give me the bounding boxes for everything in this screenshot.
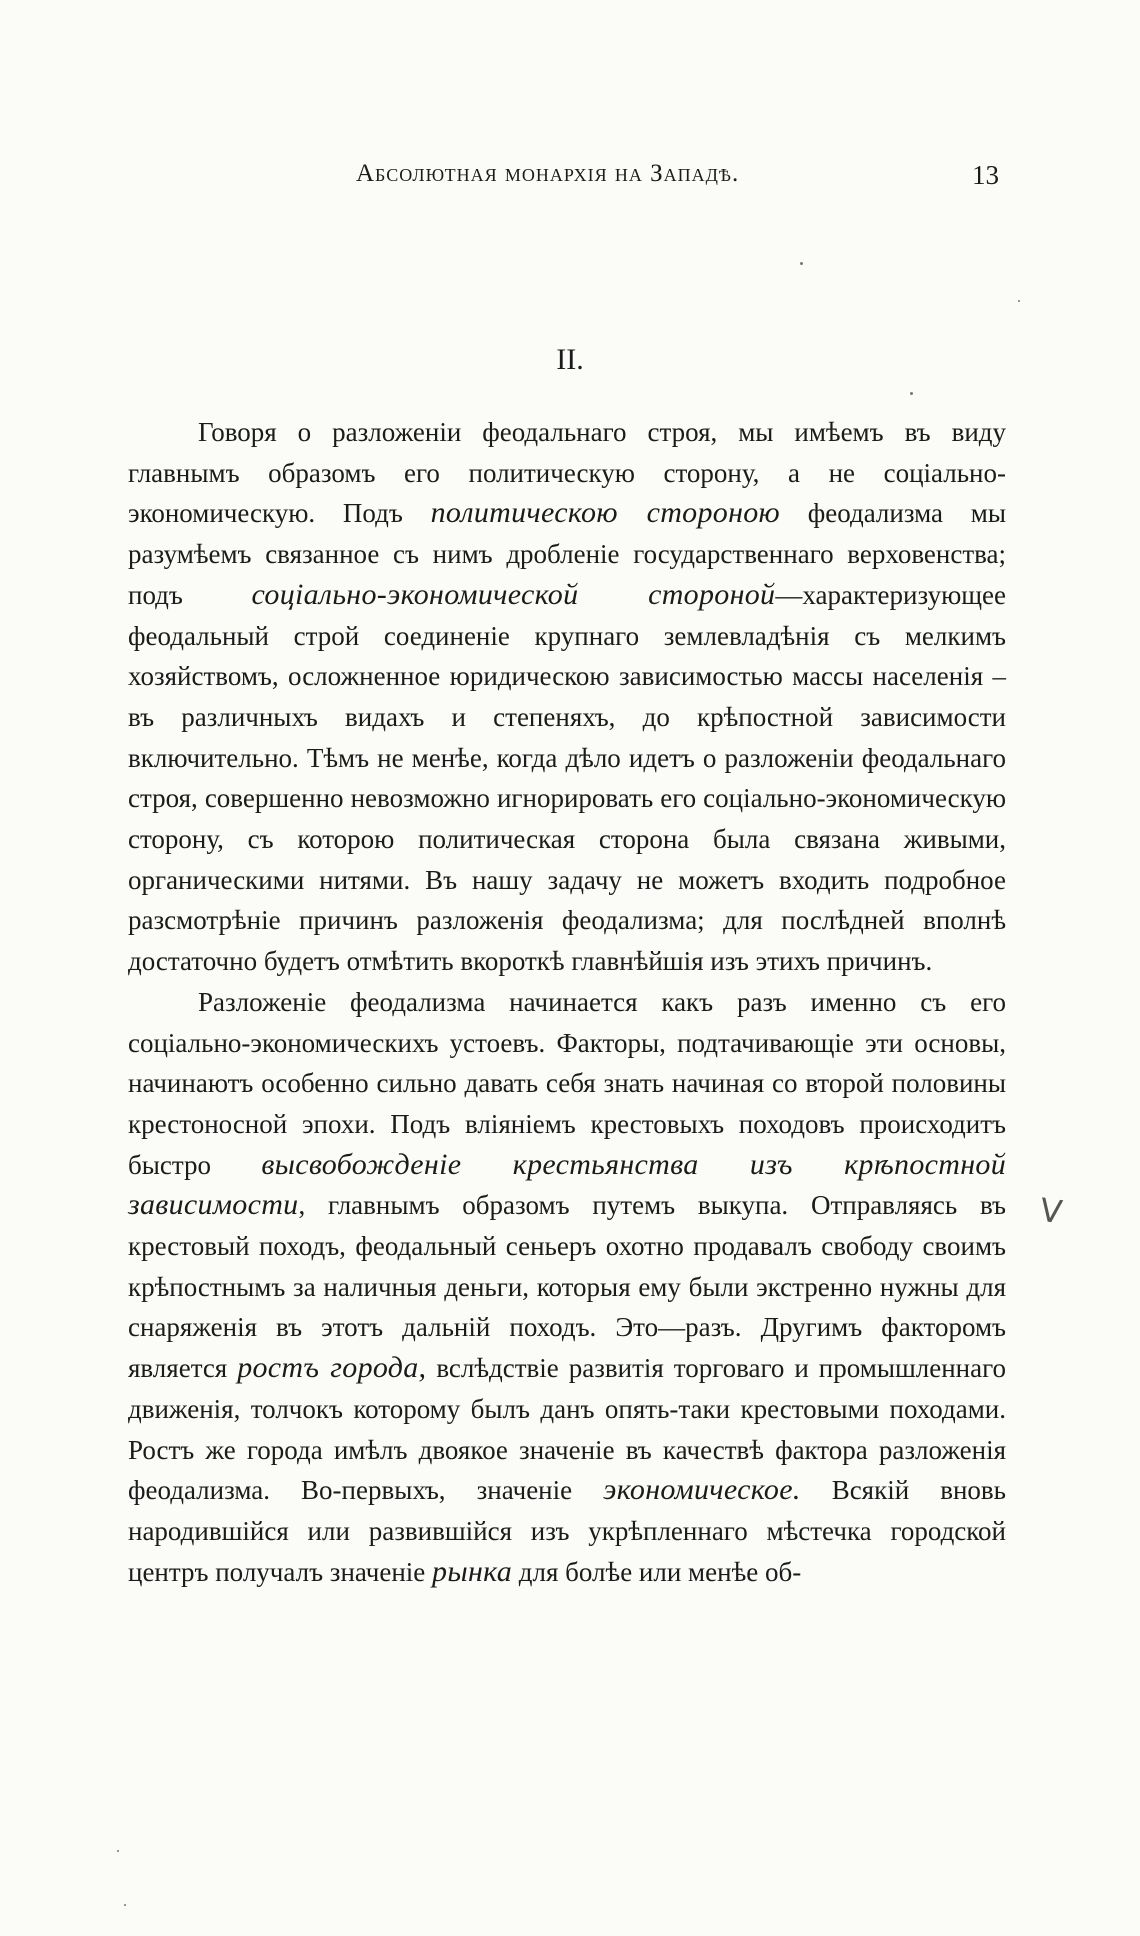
text-run: феодализма мы разумѣемъ связанное съ нимъ дробленіе государственнаго верховенства; подъ [128, 498, 1006, 610]
emphasis-peasant-liberation: высвобожденіе крестьянства изъ крѣпостной зависимости [128, 1147, 1006, 1222]
emphasis-political-side: политическою стороною [430, 496, 781, 530]
emphasis-city-growth: ростъ города, [237, 1351, 427, 1385]
running-head [0, 160, 1140, 200]
page-number: 13 [972, 160, 999, 190]
paper-speck [800, 262, 803, 265]
text-run: вслѣдствіе развитія торговаго и промышленнаго движенія, толчокъ которому былъ данъ опять-таки крестовыми походами. Ростъ же города имѣлъ двоякое значеніе въ качествѣ фактора разложенія феодализма. Во-первыхъ, значеніе [128, 1353, 1006, 1506]
text-run: Говоря о разложеніи феодальнаго строя, мы имѣемъ въ виду главнымъ образомъ его политическую сторону, а не соціально-экономическую. Подъ [128, 417, 1006, 529]
handwritten-margin-mark: V [1037, 1190, 1065, 1232]
text-run: Разложеніе феодализма начинается какъ разъ именно съ его соціально-экономическихъ устоевъ. Факторы, подтачивающіе эти основы, начинаютъ особенно сильно давать себя знать начиная со второй половины крестоносной эпохи. Подъ вліяніемъ крестовыхъ походовъ происходитъ быстро [128, 986, 1006, 1180]
emphasis-economic: экономическое. [603, 1473, 801, 1507]
paragraph-1 [128, 412, 1006, 982]
emphasis-market: рынка [432, 1554, 513, 1588]
paper-speck [117, 1850, 119, 1852]
text-run: —характеризующее феодальный строй соединеніе крупнаго землевладѣнія съ мелкимъ хозяйствомъ, осложненное юридическою зависимостью массы населенія – въ различныхъ видахъ и степеняхъ, до крѣпостной зависимости включительно. Тѣмъ не менѣе, когда дѣло идетъ о разложеніи феодальнаго строя, совершенно невозможно игнорировать его соціально-экономическую сторону, съ которою политическая сторона была связана живыми, органическими нитями. Въ нашу задачу не можетъ входить подробное разсмотрѣніе причинъ разложенія феодализма; для послѣдней вполнѣ достаточно будетъ отмѣтить вкороткѣ главнѣйшія изъ этихъ причинъ. [128, 579, 1006, 977]
paper-speck [124, 1904, 126, 1906]
paper-speck [1018, 300, 1020, 302]
paragraph-2 [128, 982, 1006, 1593]
body-text [128, 412, 1006, 1592]
text-run: Всякій вновь народившійся или развившійся изъ укрѣпленнаго мѣстечка городской центръ получалъ значеніе [128, 1475, 1006, 1587]
running-title: Абсолютная монархія на Западѣ. [356, 160, 740, 187]
section-number: II. [556, 343, 584, 376]
text-run: для болѣе или менѣе об- [512, 1556, 802, 1587]
emphasis-socioeconomic-side: соціально-экономической стороной [251, 577, 776, 611]
text-run: , главнымъ образомъ путемъ выкупа. Отправляясь въ крестовый походъ, феодальный сеньеръ охотно продавалъ свободу своимъ крѣпостнымъ за наличныя деньги, которыя ему были экстренно нужны для снаряженія въ этотъ дальній походъ. Это—разъ. Другимъ факторомъ является [128, 1190, 1006, 1384]
paper-speck [910, 392, 913, 395]
